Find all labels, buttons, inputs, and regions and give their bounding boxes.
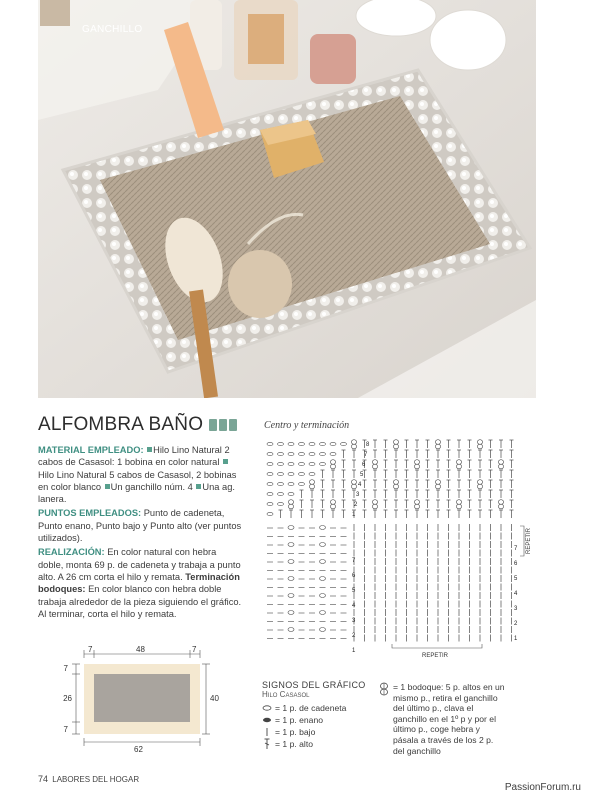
chain-symbol — [278, 502, 284, 505]
bobble-symbol — [456, 500, 461, 505]
bobble-symbol — [320, 577, 326, 581]
product-photo — [38, 0, 536, 398]
bobble-symbol — [320, 611, 326, 615]
chain-symbol — [288, 442, 294, 445]
legend-text: = 1 p. de cadeneta — [275, 703, 347, 713]
legend-item — [262, 702, 372, 714]
chain-symbol — [330, 442, 336, 445]
bullet-square-icon — [196, 484, 201, 489]
chain-symbol — [267, 452, 273, 455]
bobble-symbol — [288, 594, 294, 598]
bobble-symbol — [288, 560, 294, 564]
chain-symbol — [278, 462, 284, 465]
bobble-symbol — [288, 611, 294, 615]
bullet-square-icon — [147, 447, 152, 452]
row-number: 4 — [358, 482, 362, 488]
bobble-symbol — [320, 543, 326, 547]
right-number: 1 — [514, 636, 518, 642]
chain-symbol — [299, 442, 305, 445]
legend-text: = 1 p. enano — [275, 715, 324, 725]
bullet-square-icon — [223, 459, 228, 464]
bobble-symbol — [351, 440, 356, 445]
chain-symbol — [288, 452, 294, 455]
dim-top-right: 7 — [192, 645, 197, 654]
chain-symbol — [288, 462, 294, 465]
bobble-icon — [378, 682, 390, 696]
row-number: 6 — [362, 462, 366, 468]
realization-label: REALIZACIÓN: — [38, 547, 105, 558]
finish-text: En color blanco con hebra doble trabaja alrededor de la pieza siguiendo el gráfico. Al terminar, corta el hilo y remata. — [38, 584, 242, 619]
chain-symbol — [267, 502, 273, 505]
bobble-symbol — [414, 464, 419, 469]
chain-symbol — [267, 492, 273, 495]
bobble-symbol — [456, 504, 461, 509]
bobble-symbol — [477, 480, 482, 485]
realization-paragraph — [38, 546, 243, 620]
section-tag: GANCHILLO — [82, 24, 143, 35]
bobble-symbol — [288, 543, 294, 547]
stitches-label: PUNTOS EMPLEADOS: — [38, 508, 142, 519]
finish-label: Terminación bodoques: — [38, 571, 240, 595]
bobble-symbol — [393, 480, 398, 485]
col-number: 5 — [352, 588, 356, 594]
bobble-symbol — [320, 594, 326, 598]
col-number: 4 — [352, 603, 356, 609]
legend-text: = 1 p. bajo — [275, 727, 316, 737]
bobble-symbol — [393, 484, 398, 489]
single-crochet-icon — [262, 727, 272, 737]
bobble-symbol — [435, 480, 440, 485]
row-number: 2 — [354, 502, 358, 508]
bobble-symbol — [477, 484, 482, 489]
dim-left-mid: 26 — [63, 694, 72, 703]
chart-symbols — [267, 440, 514, 642]
right-number: 4 — [514, 591, 518, 597]
col-number: 7 — [352, 558, 356, 564]
chain-symbol — [299, 472, 305, 475]
row-number: 8 — [366, 442, 370, 448]
chain-symbol — [299, 452, 305, 455]
right-number: 2 — [514, 621, 518, 627]
bobble-symbol — [372, 504, 377, 509]
bobble-symbol — [414, 500, 419, 505]
material-text-2: Hilo Lino Natural 5 cabos de Casasol, 2 bobinas en color blanco — [38, 469, 237, 492]
dim-left-bottom: 7 — [63, 725, 68, 734]
crochet-chart — [262, 432, 552, 672]
bullet-square-icon — [105, 484, 110, 489]
bobble-symbol — [477, 440, 482, 445]
chain-symbol — [309, 442, 315, 445]
page-number: 74 — [38, 774, 49, 784]
chain-symbol — [288, 472, 294, 475]
bobble-symbol — [320, 526, 326, 530]
chain-symbol — [320, 442, 326, 445]
legend-item — [262, 726, 372, 738]
stitches-paragraph — [38, 507, 243, 544]
dim-top-center: 48 — [136, 645, 145, 654]
dim-right: 40 — [210, 694, 219, 703]
chain-symbol — [341, 442, 347, 445]
double-crochet-icon — [262, 738, 272, 750]
bobble-symbol — [330, 464, 335, 469]
col-number: 1 — [352, 648, 356, 654]
bobble-symbol — [351, 480, 356, 485]
right-number: 5 — [514, 576, 518, 582]
bobble-symbol — [477, 444, 482, 449]
bobble-symbol — [309, 484, 314, 489]
bobble-symbol — [435, 440, 440, 445]
bobble-symbol — [498, 500, 503, 505]
material-text-3: Un ganchillo núm. 4 — [110, 481, 193, 492]
difficulty-icon — [209, 419, 239, 431]
dim-bottom: 62 — [134, 745, 143, 754]
dim-top-left: 7 — [88, 645, 93, 654]
bobble-symbol — [435, 444, 440, 449]
bobble-symbol — [456, 460, 461, 465]
chain-symbol — [309, 452, 315, 455]
chain-symbol — [278, 482, 284, 485]
right-number: 6 — [514, 561, 518, 567]
row-number: 5 — [360, 472, 364, 478]
right-number: 3 — [514, 606, 518, 612]
legend-item — [262, 714, 372, 726]
col-number: 2 — [352, 633, 356, 639]
realization-text: En color natural con hebra doble, monta 69 p. de cadeneta y trabaja a punto alto. A 26 cm corta el hilo y remata. — [38, 547, 241, 582]
bobble-symbol — [351, 484, 356, 489]
legend-title: SIGNOS DEL GRÁFICO — [262, 680, 366, 690]
magazine-name: LABORES DEL HOGAR — [52, 775, 140, 784]
title-row — [38, 414, 239, 436]
stitches-note: (ver puntos utilizados). — [38, 520, 242, 544]
bobble-symbol — [288, 526, 294, 530]
bobble-symbol — [393, 444, 398, 449]
chain-symbol — [320, 462, 326, 465]
bobble-symbol — [414, 460, 419, 465]
bobble-symbol — [498, 464, 503, 469]
chain-symbol — [309, 472, 315, 475]
repeat-bracket-right — [520, 526, 524, 556]
bobble-symbol — [456, 464, 461, 469]
material-text: Hilo Lino Natural 2 cabos de Casasol: 1 bobina en color natural — [38, 445, 230, 468]
bobble-symbol — [435, 484, 440, 489]
legend-list — [262, 702, 372, 750]
chain-symbol — [320, 452, 326, 455]
chain-symbol — [278, 492, 284, 495]
bobble-symbol — [309, 480, 314, 485]
chain-symbol — [278, 472, 284, 475]
chain-symbol — [288, 492, 294, 495]
chain-symbol — [267, 462, 273, 465]
bobble-symbol — [320, 628, 326, 632]
row-number: 1 — [352, 512, 356, 518]
bobble-symbol — [288, 504, 293, 509]
bobble-symbol — [414, 504, 419, 509]
row-number: 3 — [356, 492, 360, 498]
instructions-text — [38, 444, 243, 622]
legend-subtitle: Hilo Casasol — [262, 690, 310, 699]
bobble-symbol — [288, 628, 294, 632]
chain-symbol — [267, 512, 273, 515]
bobble-symbol — [351, 444, 356, 449]
chain-symbol — [330, 452, 336, 455]
watermark: PassionForum.ru — [504, 782, 581, 793]
article-title: ALFOMBRA BAÑO — [38, 414, 204, 435]
bobble-symbol — [320, 560, 326, 564]
dim-left-top: 7 — [63, 664, 68, 673]
material-paragraph — [38, 444, 243, 505]
repeat-label-right: REPETIR — [526, 527, 532, 554]
col-number: 6 — [352, 573, 356, 579]
legend-text: = 1 p. alto — [275, 739, 313, 749]
center-area — [94, 674, 190, 722]
bobble-symbol — [498, 504, 503, 509]
bobble-symbol — [330, 460, 335, 465]
bobble-symbol — [372, 464, 377, 469]
row-number: 7 — [364, 452, 368, 458]
chain-symbol — [267, 472, 273, 475]
bobble-symbol — [372, 500, 377, 505]
slip-stitch-icon — [262, 716, 272, 724]
bath-mat-photo-illustration — [38, 0, 536, 398]
chain-symbol — [278, 442, 284, 445]
material-text-4: Una ag. lanera. — [38, 481, 235, 505]
right-number: 7 — [514, 546, 518, 552]
bobble-symbol — [330, 500, 335, 505]
material-label: MATERIAL EMPLEADO: — [38, 445, 144, 455]
chain-symbol — [299, 462, 305, 465]
legend-bobble — [378, 682, 506, 756]
chart-title: Centro y terminación — [264, 420, 350, 431]
chain-symbol — [288, 482, 294, 485]
bobble-symbol — [498, 460, 503, 465]
size-schematic — [38, 644, 268, 754]
chain-symbol — [267, 442, 273, 445]
chain-symbol — [309, 462, 315, 465]
chain-icon — [262, 704, 272, 712]
chain-symbol — [299, 482, 305, 485]
legend-item — [262, 738, 372, 750]
bobble-symbol — [393, 440, 398, 445]
page-footer — [38, 774, 139, 784]
bobble-text: = 1 bodoque: 5 p. altos en un mismo p., retira el ganchillo del último p., clava el ganchillo en el 1º p y por el último p., coge hebra y pásala a través de los 2 p. del ganchillo — [393, 682, 505, 756]
chart-labels — [352, 442, 518, 654]
stitches-text: Punto de cadeneta, Punto enano, Punto bajo y Punto alto — [38, 508, 225, 531]
repeat-bracket-bottom — [392, 644, 482, 648]
bobble-symbol — [372, 460, 377, 465]
bobble-symbol — [288, 577, 294, 581]
bobble-symbol — [288, 500, 293, 505]
repeat-label-bottom: REPETIR — [422, 653, 449, 659]
col-number: 3 — [352, 618, 356, 624]
chain-symbol — [278, 452, 284, 455]
chain-symbol — [267, 482, 273, 485]
bobble-symbol — [330, 504, 335, 509]
